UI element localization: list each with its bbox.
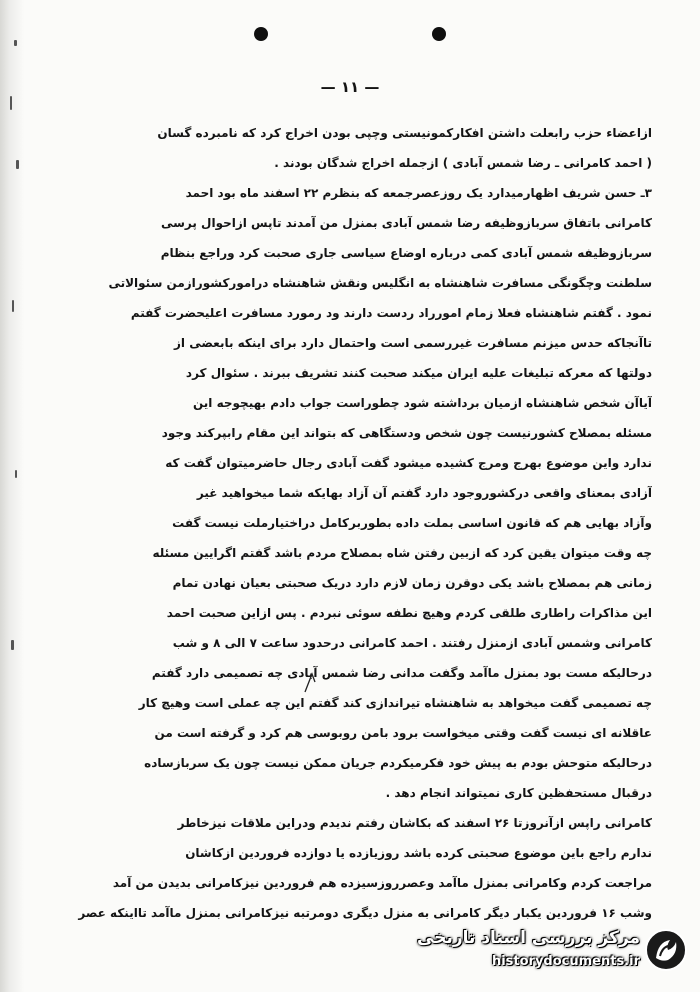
text-line: وآزاد بهایی هم که قانون اساسی بملت داده بطوربرکامل دراختیارملت نیست گفت [172, 516, 652, 530]
archive-url[interactable]: historydocuments.ir [491, 954, 640, 969]
text-line: زمانی هم بمصلاح باشد یکی دوقرن زمان لازم دارد دریک صحبتی بعیان نهادن تمام [172, 576, 652, 590]
text-line: ( احمد کامرانی ـ رضا شمس آبادی ) ازجمله اخراج شدگان بودند . [274, 156, 652, 170]
handwritten-caret-mark [302, 672, 322, 694]
scan-speck [12, 300, 14, 312]
archive-title: مرکز بررسی اسناد تاریخی [417, 928, 640, 948]
scan-shadow-edge [0, 0, 24, 992]
punch-hole-left [254, 27, 268, 41]
text-line: دولتها که معرکه تبلیغات علیه ایران میکند صحبت کنند تشریف ببرند . سئوال کرد [185, 366, 652, 380]
text-line: مراجعت کردم وکامرانی بمنزل ماآمد وعصرروزسیزده هم فروردین نیزکامرانی بدیدن من آمد [112, 876, 652, 890]
page-number: — ۱۱ — [320, 78, 380, 96]
text-line: عاقلانه ای نیست گفت وقتی میخواست برود بامن روبوسی هم کرد و گرفته است من [154, 726, 652, 740]
text-line: چه تصمیمی گفت میخواهد به شاهنشاه تیراندازی کند گفتم این چه عملی است وهیچ کار [138, 696, 652, 710]
text-line: نمود . گفتم شاهنشاه فعلا زمام امورراد ردست دارند ود رمورد مسافرت اعلیحضرت گفتم [130, 306, 652, 320]
text-line: سلطنت وچگونگی مسافرت شاهنشاه به انگلیس ونقش شاهنشاه درامورکشورازمن سئوالاتی [108, 276, 652, 290]
scan-speck [10, 96, 12, 110]
punch-hole-right [432, 27, 446, 41]
text-line: ندارم راجع باین موضوع صحبتی کرده باشد روزیازده یا دوازده فروردین ازکاشان [185, 846, 652, 860]
text-line: ندارد واین موضوع بهرج ومرج کشیده میشود گفت آبادی رجال حاضرمیتوان گفت که [165, 456, 652, 470]
text-line: آزادی بمعنای واقعی درکشوروجود دارد گفتم آن آزاد بهایکه شما میخواهید غیر [196, 486, 652, 500]
text-line: کامرانی راپس ازآنروزتا ۲۶ اسفند که بکاشان رفتم ندیدم ودراین ملاقات نیزخاطر [177, 816, 652, 830]
archive-seal-icon [644, 928, 688, 972]
scan-speck [14, 40, 17, 46]
text-line: درحالیکه متوحش بودم به پیش خود فکرمیکردم جریان ممکن نیست چون یک سربازساده [144, 756, 652, 770]
text-line: مسئله بمصلاح کشورنیست چون شخص ودستگاهی که بتواند این مقام رابپرکند وجود [161, 426, 652, 440]
scan-speck [15, 470, 17, 478]
text-line: کامرانی باتفاق سربازوظیفه رضا شمس آبادی بمنزل من آمدند تاپس ازاحوال پرسی [160, 216, 652, 230]
text-line: تاآنجاکه حدس میزنم مسافرت غیررسمی است واحتمال دارد برای اینکه بابعضی از [174, 336, 652, 350]
document-body [58, 118, 652, 928]
text-line: کامرانی وشمس آبادی ازمنزل رفتند . احمد کامرانی درحدود ساعت ۷ الی ۸ و شب [172, 636, 652, 650]
text-line: ازاعضاء حزب رابعلت داشتن افکارکمونیستی وچپی بودن اخراج کرد که نامبرده گسان [157, 126, 652, 140]
scan-speck [16, 160, 19, 169]
text-line: چه وقت میتوان یقین کرد که ازبین رفتن شاه بمصلاح مردم باشد گفتم اگرایین مسئله [152, 546, 652, 560]
text-line: ۳ـ حسن شریف اظهارمیدارد یک روزعصرجمعه که بنظرم ۲۲ اسفند ماه بود احمد [185, 186, 652, 200]
text-line: درقبال مستحفظین کاری نمیتواند انجام دهد . [385, 786, 652, 800]
scan-speck [11, 640, 14, 650]
text-line: وشب ۱۶ فروردین یکبار دیگر کامرانی به منزل دیگری دومرتبه نیزکامرانی بمنزل ماآمد تااینکه عصر [78, 906, 652, 920]
text-line: سربازوظیفه شمس آبادی کمی درباره اوضاع سیاسی جاری صحبت کرد وراجع بنظام [160, 246, 652, 260]
text-line: درحالیکه مست بود بمنزل ماآمد وگفت مدانی رضا شمس آبادی چه تصمیمی دارد گفتم [151, 666, 652, 680]
archive-watermark [417, 924, 692, 982]
text-line: این مذاکرات راطاری طلقی کردم وهیچ نطفه سوئی نبردم . پس ازاین صحبت احمد [166, 606, 652, 620]
text-line: آیاآن شخص شاهنشاه ازمیان برداشته شود چطوراست جواب دادم بهیچوجه این [193, 396, 652, 410]
